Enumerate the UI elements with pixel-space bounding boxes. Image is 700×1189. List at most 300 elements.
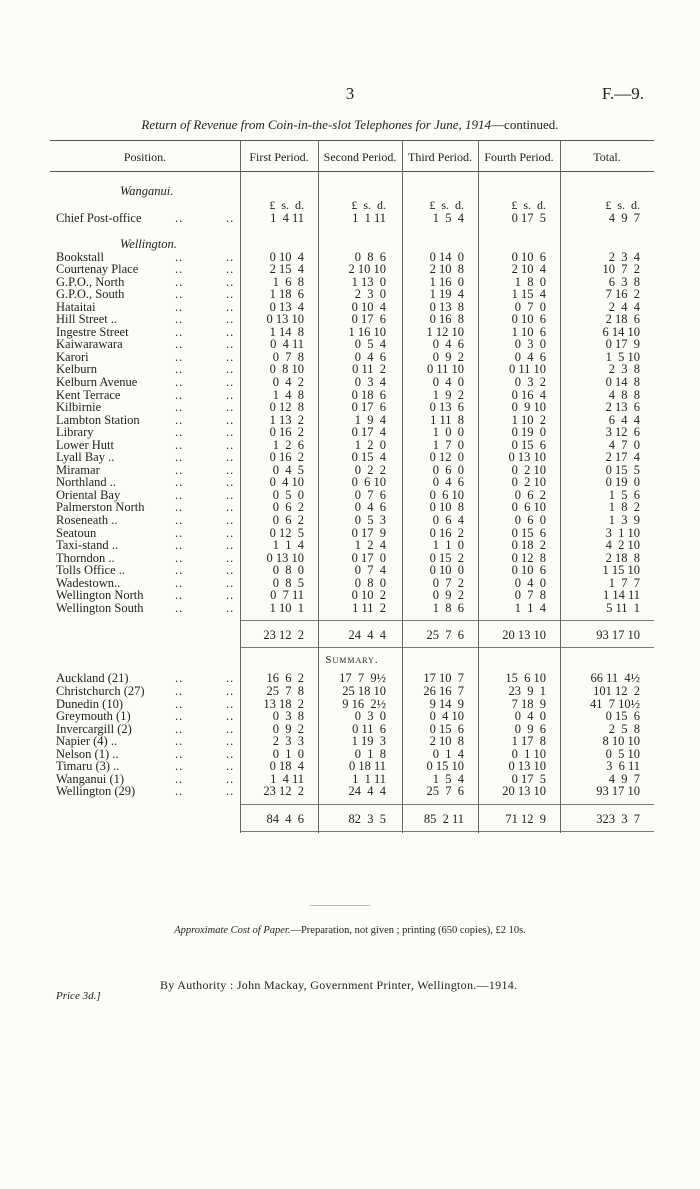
row-value-fourth: 20 13 10 xyxy=(502,784,546,799)
row-value-second: 0 3 0 xyxy=(354,709,386,724)
leader-dots: .. xyxy=(175,600,184,615)
row-value-second: 1 2 4 xyxy=(354,538,386,553)
row-name: Greymouth (1) xyxy=(56,709,131,724)
row-value-second: 0 11 6 xyxy=(352,721,386,736)
row-value-fourth: 0 3 2 xyxy=(514,375,546,390)
row-name: Timaru (3) .. xyxy=(56,759,120,774)
row-value-third: 0 1 4 xyxy=(432,746,464,761)
leader-dots: .. xyxy=(175,734,184,749)
leader-dots: .. xyxy=(175,513,184,528)
row-value-fourth: 1 8 0 xyxy=(514,274,546,289)
table-row xyxy=(50,514,654,527)
row-value-third: 0 12 0 xyxy=(429,450,464,465)
leader-dots: .. xyxy=(175,771,184,786)
row-value-total: 1 5 10 xyxy=(605,349,640,364)
leader-dots: .. xyxy=(226,696,235,711)
row-name: Tolls Office .. xyxy=(56,563,126,578)
row-value-fourth: 0 6 2 xyxy=(514,487,546,502)
table-row xyxy=(50,276,654,289)
price: Price 3d.] xyxy=(56,990,101,1002)
row-name: G.P.O., South xyxy=(56,287,125,302)
row-name: Wellington North xyxy=(56,588,144,603)
row-value-total: 2 13 6 xyxy=(605,400,640,415)
table-row xyxy=(50,476,654,489)
table-header xyxy=(50,141,654,172)
row-value-total: 2 17 4 xyxy=(605,450,640,465)
row-value-second: 0 10 2 xyxy=(351,588,386,603)
row-value-total: 7 16 2 xyxy=(605,287,640,302)
leader-dots: .. xyxy=(175,249,184,264)
row-value-second: 0 7 4 xyxy=(354,563,386,578)
row-value-second: 9 16 2½ xyxy=(342,696,386,711)
row-value-third: 1 9 2 xyxy=(432,387,464,402)
row-value-total: 1 3 9 xyxy=(608,513,640,528)
leader-dots: .. xyxy=(175,312,184,327)
row-value-first: 0 10 4 xyxy=(269,249,304,264)
table-row xyxy=(50,363,654,376)
row-value-fourth: 15 6 10 xyxy=(505,671,546,686)
row-name: Palmerston North xyxy=(56,500,145,515)
totals-row xyxy=(50,805,654,831)
row-value-fourth: 0 9 10 xyxy=(511,400,546,415)
row-value-total: 66 11 4½ xyxy=(590,671,640,686)
row-value-second: 0 5 3 xyxy=(354,513,386,528)
row-value-first: 25 7 8 xyxy=(266,683,304,698)
leader-dots: .. xyxy=(226,500,235,515)
row-value-second: 0 10 4 xyxy=(351,299,386,314)
row-name: Lyall Bay .. xyxy=(56,450,115,465)
table-row xyxy=(50,212,654,225)
row-value-third: 2 10 8 xyxy=(429,734,464,749)
row-value-total: 2 4 4 xyxy=(608,299,640,314)
row-value-fourth: 0 2 10 xyxy=(511,475,546,490)
row-name: Auckland (21) xyxy=(56,671,129,686)
row-value-fourth: 0 13 10 xyxy=(508,759,546,774)
row-value-fourth: 1 1 4 xyxy=(514,600,546,615)
caption-suffix: —continued. xyxy=(491,117,559,132)
leader-dots: .. xyxy=(226,671,235,686)
total-value-second: 82 3 5 xyxy=(348,811,386,826)
row-value-second: 0 5 4 xyxy=(354,337,386,352)
leader-dots: .. xyxy=(226,349,235,364)
row-value-fourth: 0 17 5 xyxy=(511,771,546,786)
row-value-total: 4 9 7 xyxy=(608,211,640,225)
table-body xyxy=(50,172,654,832)
leader-dots: .. xyxy=(175,487,184,502)
row-value-fourth: 0 3 0 xyxy=(514,337,546,352)
row-name: Northland .. xyxy=(56,475,117,490)
total-value-total: 93 17 10 xyxy=(596,628,640,643)
row-value-fourth: 0 10 6 xyxy=(511,563,546,578)
row-value-second: 0 17 0 xyxy=(351,550,386,565)
row-value-first: 16 6 2 xyxy=(266,671,304,686)
unit-labels: £ s. d. xyxy=(429,198,464,212)
row-value-third: 1 7 0 xyxy=(432,437,464,452)
row-value-fourth: 0 12 8 xyxy=(511,550,546,565)
leader-dots: .. xyxy=(175,784,184,799)
row-value-third: 0 10 8 xyxy=(429,500,464,515)
row-name: Wanganui (1) xyxy=(56,771,125,786)
leader-dots: .. xyxy=(226,563,235,578)
row-value-fourth: 0 7 0 xyxy=(514,299,546,314)
row-value-fourth: 0 15 6 xyxy=(511,437,546,452)
table-row xyxy=(50,698,654,711)
row-value-first: 0 6 2 xyxy=(272,500,304,515)
leader-dots: .. xyxy=(226,425,235,440)
leader-dots: .. xyxy=(175,721,184,736)
row-value-second: 0 2 2 xyxy=(354,462,386,477)
row-name: G.P.O., North xyxy=(56,274,125,289)
row-value-first: 0 8 10 xyxy=(269,362,304,377)
summary-bottom-rule xyxy=(240,831,654,832)
row-value-total: 6 14 10 xyxy=(602,324,640,339)
leader-dots: .. xyxy=(175,425,184,440)
row-name: Kilbirnie xyxy=(56,400,102,415)
leader-dots: .. xyxy=(226,575,235,590)
row-value-third: 1 12 10 xyxy=(426,324,464,339)
page-number: 3 xyxy=(345,84,355,103)
row-value-first: 1 6 8 xyxy=(272,274,304,289)
row-value-third: 0 15 6 xyxy=(429,721,464,736)
divider xyxy=(310,905,370,906)
row-value-third: 1 5 4 xyxy=(432,771,464,786)
unit-labels: £ s. d. xyxy=(351,198,386,212)
row-value-second: 1 9 4 xyxy=(354,412,386,427)
unit-labels: £ s. d. xyxy=(605,198,640,212)
row-value-third: 0 11 10 xyxy=(426,362,464,377)
row-name: Christchurch (27) xyxy=(56,683,145,698)
leader-dots: .. xyxy=(175,671,184,686)
table-row xyxy=(50,263,654,276)
leader-dots: .. xyxy=(226,211,235,225)
leader-dots: .. xyxy=(226,287,235,302)
row-value-total: 41 7 10½ xyxy=(590,696,640,711)
row-name: Roseneath .. xyxy=(56,513,118,528)
row-value-third: 0 16 2 xyxy=(429,525,464,540)
row-value-second: 1 2 0 xyxy=(354,437,386,452)
row-value-third: 0 13 8 xyxy=(429,299,464,314)
leader-dots: .. xyxy=(226,274,235,289)
column-divider xyxy=(318,141,319,833)
leader-dots: .. xyxy=(226,437,235,452)
row-value-second: 0 18 11 xyxy=(348,759,386,774)
row-value-fourth: 2 10 4 xyxy=(511,262,546,277)
leader-dots: .. xyxy=(175,262,184,277)
row-value-total: 6 4 4 xyxy=(608,412,640,427)
table-row xyxy=(50,451,654,464)
row-name: Wellington South xyxy=(56,600,144,615)
row-value-second: 0 17 4 xyxy=(351,425,386,440)
row-value-second: 0 17 6 xyxy=(351,400,386,415)
row-value-first: 0 12 5 xyxy=(269,525,304,540)
leader-dots: .. xyxy=(175,683,184,698)
row-value-first: 0 18 4 xyxy=(269,759,304,774)
row-value-first: 0 7 8 xyxy=(272,349,304,364)
table-row xyxy=(50,710,654,723)
row-value-first: 0 9 2 xyxy=(272,721,304,736)
leader-dots: .. xyxy=(226,538,235,553)
row-value-total: 5 11 1 xyxy=(606,600,640,615)
row-value-third: 1 16 0 xyxy=(429,274,464,289)
row-value-total: 3 6 11 xyxy=(606,759,640,774)
row-value-total: 0 17 9 xyxy=(605,337,640,352)
row-value-third: 26 16 7 xyxy=(423,683,464,698)
row-value-first: 0 4 10 xyxy=(269,475,304,490)
leader-dots: .. xyxy=(175,588,184,603)
row-value-first: 0 6 2 xyxy=(272,513,304,528)
row-value-first: 0 16 2 xyxy=(269,425,304,440)
table-row xyxy=(50,401,654,414)
row-value-total: 93 17 10 xyxy=(596,784,640,799)
leader-dots: .. xyxy=(226,709,235,724)
row-value-third: 1 0 0 xyxy=(432,425,464,440)
row-value-first: 0 8 0 xyxy=(272,563,304,578)
row-name: Dunedin (10) xyxy=(56,696,123,711)
leader-dots: .. xyxy=(175,287,184,302)
row-value-second: 1 11 2 xyxy=(352,600,386,615)
row-name: Napier (4) .. xyxy=(56,734,118,749)
row-value-total: 0 5 10 xyxy=(605,746,640,761)
leader-dots: .. xyxy=(226,588,235,603)
row-value-third: 0 6 4 xyxy=(432,513,464,528)
total-value-first: 84 4 6 xyxy=(266,811,304,826)
row-value-second: 2 10 10 xyxy=(348,262,386,277)
row-value-fourth: 1 10 6 xyxy=(511,324,546,339)
table-row xyxy=(50,376,654,389)
row-value-third: 0 4 6 xyxy=(432,337,464,352)
row-value-first: 23 12 2 xyxy=(263,784,304,799)
totals-row xyxy=(50,621,654,647)
row-name: Courtenay Place xyxy=(56,262,139,277)
row-name: Invercargill (2) xyxy=(56,721,132,736)
row-value-total: 1 7 7 xyxy=(608,575,640,590)
row-value-total: 4 7 0 xyxy=(608,437,640,452)
row-value-total: 1 5 6 xyxy=(608,487,640,502)
leader-dots: .. xyxy=(226,312,235,327)
row-value-fourth: 0 17 5 xyxy=(511,211,546,225)
total-value-fourth: 20 13 10 xyxy=(502,628,546,643)
row-value-third: 0 13 6 xyxy=(429,400,464,415)
row-value-first: 1 13 2 xyxy=(269,412,304,427)
total-value-fourth: 71 12 9 xyxy=(505,811,546,826)
leader-dots: .. xyxy=(175,299,184,314)
row-value-total: 0 14 8 xyxy=(605,375,640,390)
row-value-third: 25 7 6 xyxy=(426,784,464,799)
leader-dots: .. xyxy=(226,324,235,339)
table-row xyxy=(50,602,654,615)
row-value-first: 1 1 4 xyxy=(272,538,304,553)
column-divider xyxy=(478,141,479,833)
row-value-fourth: 1 17 8 xyxy=(511,734,546,749)
leader-dots: .. xyxy=(226,450,235,465)
leader-dots: .. xyxy=(175,274,184,289)
row-value-first: 1 4 8 xyxy=(272,387,304,402)
row-value-second: 0 17 6 xyxy=(351,312,386,327)
table-row xyxy=(50,564,654,577)
row-value-total: 0 15 6 xyxy=(605,709,640,724)
row-value-first: 0 3 8 xyxy=(272,709,304,724)
row-value-third: 9 14 9 xyxy=(429,696,464,711)
row-value-third: 0 7 2 xyxy=(432,575,464,590)
row-value-first: 0 13 4 xyxy=(269,299,304,314)
table-row xyxy=(50,760,654,773)
table-row xyxy=(50,685,654,698)
total-value-total: 323 3 7 xyxy=(596,811,640,826)
cost-text: —Preparation, not given ; printing (650 copies), £2 10s. xyxy=(290,925,526,936)
leader-dots: .. xyxy=(226,362,235,377)
header-second-period: Second Period. xyxy=(323,150,397,164)
row-value-total: 6 3 8 xyxy=(608,274,640,289)
row-value-third: 0 10 0 xyxy=(429,563,464,578)
row-value-total: 2 3 8 xyxy=(608,362,640,377)
leader-dots: .. xyxy=(226,771,235,786)
row-name: Karori xyxy=(56,349,89,364)
row-value-first: 0 4 5 xyxy=(272,462,304,477)
leader-dots: .. xyxy=(175,324,184,339)
row-value-second: 1 13 0 xyxy=(351,274,386,289)
row-value-second: 0 4 6 xyxy=(354,349,386,364)
header-first-period: First Period. xyxy=(249,150,309,164)
row-name: Lower Hutt xyxy=(56,437,114,452)
table-row xyxy=(50,539,654,552)
row-value-first: 0 13 10 xyxy=(266,550,304,565)
row-value-second: 0 3 4 xyxy=(354,375,386,390)
leader-dots: .. xyxy=(226,759,235,774)
row-value-fourth: 0 6 10 xyxy=(511,500,546,515)
leader-dots: .. xyxy=(175,211,184,225)
row-value-third: 1 5 4 xyxy=(432,211,464,225)
row-value-fourth: 1 10 2 xyxy=(511,412,546,427)
row-value-first: 0 13 10 xyxy=(266,312,304,327)
summary-heading: Summary. xyxy=(325,654,379,667)
row-value-first: 2 3 3 xyxy=(272,734,304,749)
unit-labels: £ s. d. xyxy=(269,198,304,212)
leader-dots: .. xyxy=(175,349,184,364)
row-value-second: 0 15 4 xyxy=(351,450,386,465)
leader-dots: .. xyxy=(175,387,184,402)
table-row xyxy=(50,426,654,439)
header-fourth-period: Fourth Period. xyxy=(484,150,554,164)
caption-title: Return of Revenue from Coin-in-the-slot Telephones for June, 1914 xyxy=(141,117,492,132)
row-value-third: 0 14 0 xyxy=(429,249,464,264)
leader-dots: .. xyxy=(175,337,184,352)
table-row xyxy=(50,338,654,351)
row-value-fourth: 0 10 6 xyxy=(511,312,546,327)
row-value-first: 0 16 2 xyxy=(269,450,304,465)
row-value-second: 0 4 6 xyxy=(354,500,386,515)
row-value-second: 17 7 9½ xyxy=(339,671,386,686)
row-value-first: 1 4 11 xyxy=(270,211,304,225)
row-value-second: 1 1 11 xyxy=(352,771,386,786)
leader-dots: .. xyxy=(226,550,235,565)
row-name: Kelburn xyxy=(56,362,97,377)
row-value-third: 0 4 10 xyxy=(429,709,464,724)
row-value-second: 0 7 6 xyxy=(354,487,386,502)
row-name: Hataitai xyxy=(56,299,96,314)
leader-dots: .. xyxy=(175,550,184,565)
row-value-first: 1 2 6 xyxy=(272,437,304,452)
row-value-second: 0 18 6 xyxy=(351,387,386,402)
total-value-third: 85 2 11 xyxy=(423,811,464,826)
row-value-fourth: 0 6 0 xyxy=(514,513,546,528)
row-value-second: 0 17 9 xyxy=(351,525,386,540)
row-value-total: 4 2 10 xyxy=(605,538,640,553)
row-value-third: 17 10 7 xyxy=(423,671,464,686)
row-value-third: 0 9 2 xyxy=(432,588,464,603)
row-value-total: 2 18 6 xyxy=(605,312,640,327)
table-row xyxy=(50,552,654,565)
leader-dots: .. xyxy=(175,462,184,477)
row-value-first: 1 10 1 xyxy=(269,600,304,615)
row-value-fourth: 0 2 10 xyxy=(511,462,546,477)
table-row xyxy=(50,288,654,301)
row-name: Kaiwarawara xyxy=(56,337,123,352)
total-value-first: 23 12 2 xyxy=(263,628,304,643)
leader-dots: .. xyxy=(175,437,184,452)
leader-dots: .. xyxy=(175,412,184,427)
leader-dots: .. xyxy=(226,721,235,736)
row-value-fourth: 0 19 0 xyxy=(511,425,546,440)
leader-dots: .. xyxy=(175,475,184,490)
row-value-fourth: 1 15 4 xyxy=(511,287,546,302)
column-divider xyxy=(560,141,561,833)
row-name: Ingestre Street xyxy=(56,324,129,339)
leader-dots: .. xyxy=(175,696,184,711)
row-value-fourth: 0 15 6 xyxy=(511,525,546,540)
row-value-third: 0 15 2 xyxy=(429,550,464,565)
row-value-second: 24 4 4 xyxy=(348,784,386,799)
row-value-fourth: 0 4 6 xyxy=(514,349,546,364)
row-value-second: 0 8 0 xyxy=(354,575,386,590)
row-name: Wellington (29) xyxy=(56,784,136,799)
total-value-third: 25 7 6 xyxy=(426,628,464,643)
leader-dots: .. xyxy=(226,400,235,415)
row-value-second: 0 11 2 xyxy=(352,362,386,377)
leader-dots: .. xyxy=(175,746,184,761)
revenue-table xyxy=(50,140,654,832)
leader-dots: .. xyxy=(226,412,235,427)
row-name: Hill Street .. xyxy=(56,312,118,327)
leader-dots: .. xyxy=(226,387,235,402)
row-value-first: 0 5 0 xyxy=(272,487,304,502)
row-value-total: 0 19 0 xyxy=(605,475,640,490)
row-name: Seatoun xyxy=(56,525,97,540)
leader-dots: .. xyxy=(175,450,184,465)
row-value-fourth: 0 7 8 xyxy=(514,588,546,603)
authority-line: By Authority : John Mackay, Government Printer, Wellington.—1914. xyxy=(160,978,518,992)
row-value-fourth: 0 18 2 xyxy=(511,538,546,553)
row-name: Taxi-stand .. xyxy=(56,538,118,553)
cost-note xyxy=(0,925,700,936)
leader-dots: .. xyxy=(175,400,184,415)
leader-dots: .. xyxy=(226,784,235,799)
row-value-total: 4 9 7 xyxy=(608,771,640,786)
row-value-first: 0 8 5 xyxy=(272,575,304,590)
row-value-total: 1 14 11 xyxy=(602,588,640,603)
row-name: Miramar xyxy=(56,462,100,477)
leader-dots: .. xyxy=(175,525,184,540)
row-value-fourth: 7 18 9 xyxy=(511,696,546,711)
row-value-second: 1 19 3 xyxy=(351,734,386,749)
row-name: Oriental Bay xyxy=(56,487,121,502)
row-name: Thorndon .. xyxy=(56,550,115,565)
leader-dots: .. xyxy=(226,513,235,528)
leader-dots: .. xyxy=(226,462,235,477)
row-value-first: 0 12 8 xyxy=(269,400,304,415)
row-value-third: 0 15 10 xyxy=(426,759,464,774)
section-heading-wellington: Wellington. xyxy=(120,236,177,251)
row-value-total: 3 12 6 xyxy=(605,425,640,440)
